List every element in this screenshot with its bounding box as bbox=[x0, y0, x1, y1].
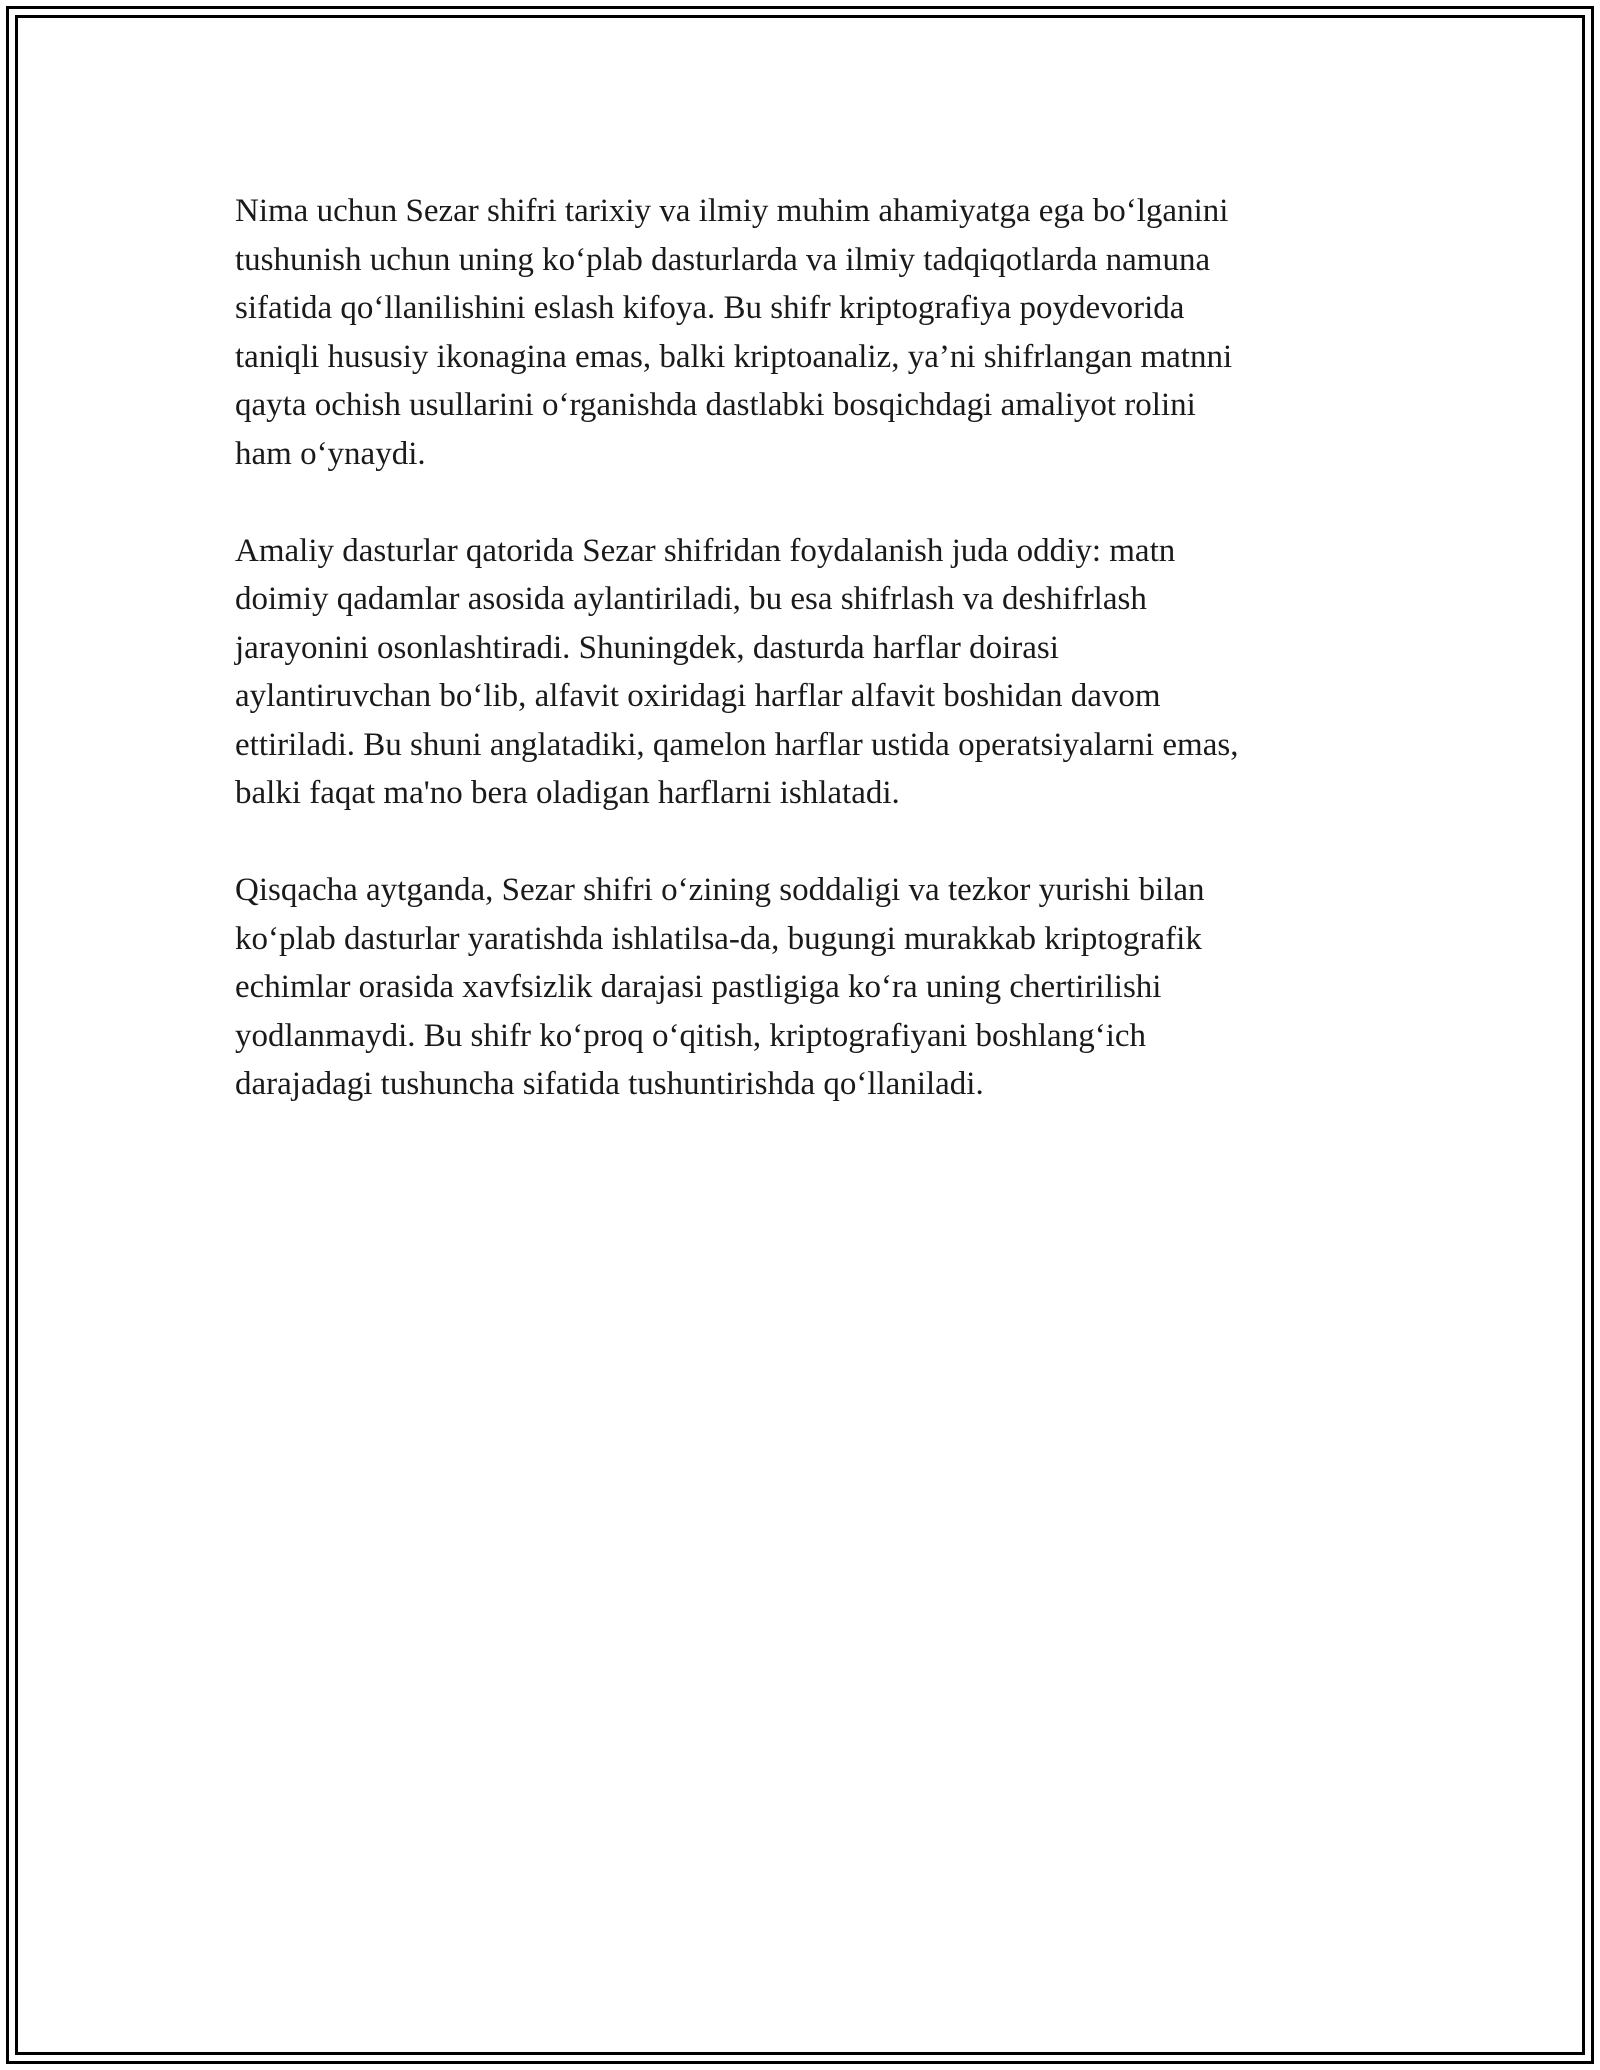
document-body bbox=[235, 187, 1365, 1157]
paragraph-2: Amaliy dasturlar qatorida Sezar shifridan foydalanish juda oddiy: matn doimiy qadamlar asosida aylantiriladi, bu esa shifrlash va deshifrlash jarayonini osonlashtiradi. Shuningdek, dasturda harflar doirasi aylantiruvchan bo‘lib, alfavit oxiridagi harflar alfavit boshidan davom ettiriladi. Bu shuni anglatadiki, qamelon harflar ustida operatsiyalarni emas, balki faqat ma'no bera oladigan harflarni ishlatadi. bbox=[235, 532, 1239, 811]
paragraph-3: Qisqacha aytganda, Sezar shifri o‘zining soddaligi va tezkor yurishi bilan ko‘plab dasturlar yaratishda ishlatilsa-da, bugungi murakkab kriptografik echimlar orasida xavfsizlik darajasi pastligiga ko‘ra uning chertirilishi yodlanmaydi. Bu shifr ko‘proq o‘qitish, kriptografiyani boshlang‘ich darajadagi tushuncha sifatida tushuntirishda qo‘llaniladi. bbox=[235, 872, 1205, 1102]
paragraph-1: Nima uchun Sezar shifri tarixiy va ilmiy muhim ahamiyatga ega bo‘lganini tushunish uchun uning ko‘plab dasturlarda va ilmiy tadqiqotlarda namuna sifatida qo‘llanilishini eslash kifoya. Bu shifr kriptografiya poydevorida taniqli hususiy ikonagina emas, balki kriptoanaliz, ya’ni shifrlangan matnni qayta ochish usullarini o‘rganishda dastlabki bosqichdagi amaliyot rolini ham o‘ynaydi. bbox=[235, 193, 1233, 472]
